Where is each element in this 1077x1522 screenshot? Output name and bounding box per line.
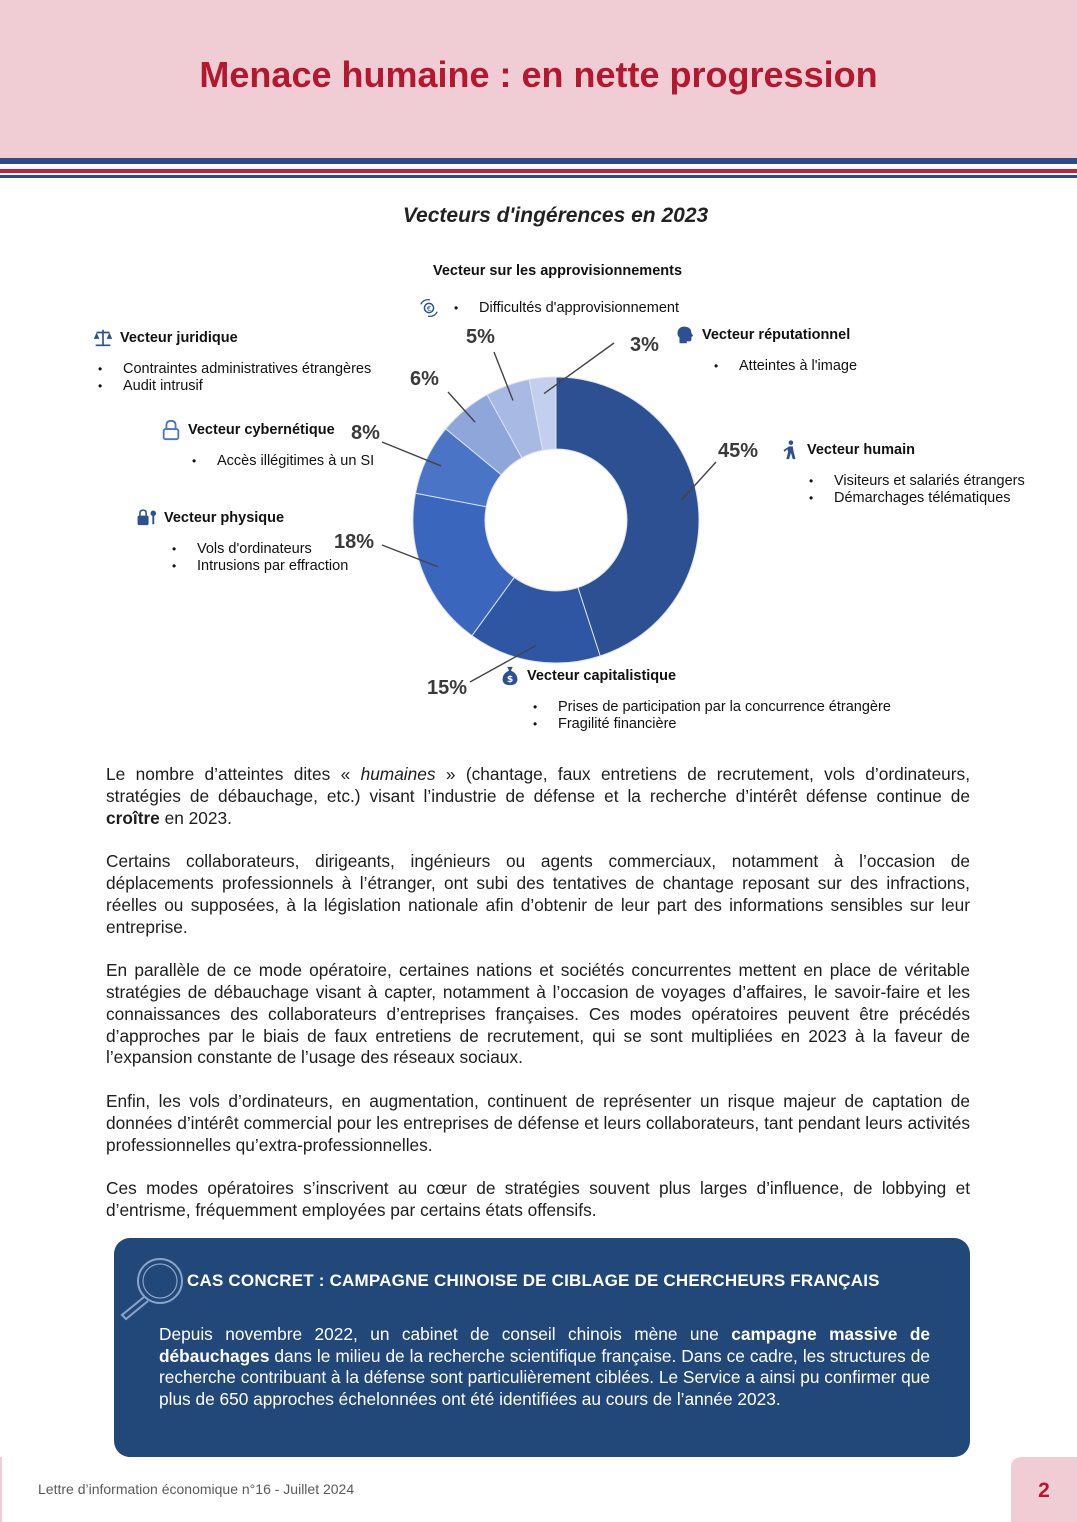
svg-text:$: $ [506, 673, 514, 685]
footer-publication: Lettre d’information économique n°16 - Juillet 2024 [38, 1481, 355, 1497]
slice-label-approvisionnements: 5% [466, 326, 495, 348]
vector-humain-title: Vecteur humain [807, 442, 915, 458]
header-stripe-red [0, 169, 1077, 173]
list-item: • Intrusions par effraction [172, 558, 348, 575]
list-item: • Vols d'ordinateurs [172, 541, 348, 558]
vector-capitalistique-title: Vecteur capitalistique [527, 668, 677, 684]
emphasis-campagne: campagne massive de débauchages [159, 1324, 930, 1366]
case-study-text: Depuis novembre 2022, un cabinet de conseil chinois mène une campagne massive de débauchages dans le milieu de la recherche scientifique française. Dans ce cadre, les structures de recherche contribuant à la défense sont particulièrement ciblées. Le Service a ainsi pu confirmer que plus de 650 approches échelonnées ont été identifiées au cours de l’année 2023. [159, 1324, 930, 1409]
vector-capitalistique [499, 665, 891, 733]
slice-label-reputationnel: 3% [630, 334, 659, 356]
vector-physique [136, 507, 348, 575]
slice-label-capitalistique: 15% [427, 677, 468, 699]
slice-label-physique: 18% [334, 531, 375, 553]
magnifier-icon [116, 1253, 186, 1323]
slice-label-juridique: 6% [410, 368, 439, 390]
vector-approvisionnements-list [418, 297, 679, 319]
list-item: • Atteintes à l'image [714, 358, 857, 375]
vector-humain [779, 439, 1025, 507]
padlock-icon [160, 419, 182, 441]
page-title: Menace humaine : en nette progression [199, 54, 878, 95]
vector-reputationnel [674, 324, 857, 375]
body-paragraph-5: Ces modes opératoires s’inscrivent au cœur de stratégies souvent plus larges d’influence, de lobbying et d’entrisme, fréquemment employées par certains états offensifs. [106, 1178, 970, 1220]
list-item: • Prises de participation par la concurrence étrangère [533, 699, 891, 716]
list-item: • Accès illégitimes à un SI [192, 453, 374, 470]
emphasis-humaines: humaines [360, 764, 436, 784]
list-item: • Visiteurs et salariés étrangers [809, 473, 1025, 490]
body-text [106, 764, 970, 1244]
list-item: • Difficultés d'approvisionnement [454, 300, 679, 317]
header-stripe-blue [0, 158, 1077, 164]
lock-key-icon [136, 507, 158, 529]
svg-text:€: € [426, 304, 432, 314]
header-stripe-blue-2 [0, 175, 1077, 178]
chart-title: Vecteurs d'ingérences en 2023 [402, 204, 709, 227]
vector-approvisionnements-title: Vecteur sur les approvisionnements [433, 263, 683, 279]
body-paragraph-2: Certains collaborateurs, dirigeants, ingénieurs ou agents commerciaux, notamment à l’occasion de déplacements professionnels à l’étranger, ont subi des tentatives de chantage reposant sur des infractions, réelles ou supposées, à la législation nationale afin d’obtenir de leur part des informations sensibles sur leur entreprise. [106, 851, 970, 937]
money-bag-icon [499, 665, 521, 687]
page-number-box [1011, 1457, 1077, 1522]
list-item: • Démarchages télématiques [809, 490, 1025, 507]
list-item: • Audit intrusif [98, 378, 371, 395]
vector-approvisionnements [433, 263, 682, 279]
list-item: • Fragilité financière [533, 716, 891, 733]
footer-rule [0, 1457, 2, 1522]
donut-slices [413, 377, 699, 663]
scales-icon [92, 327, 114, 349]
vector-cybernetique-title: Vecteur cybernétique [188, 422, 335, 438]
case-study-box [114, 1238, 970, 1457]
vector-juridique-title: Vecteur juridique [120, 330, 238, 346]
body-paragraph-3: En parallèle de ce mode opératoire, certaines nations et sociétés concurrentes mettent en place de véritable stratégies de débauchage visant à capter, notamment à l’occasion de voyages d’affaires, le savoir-faire et les connaissances des collaborateurs d’entreprises françaises. Ces modes opératoires peuvent être précédés d’approches par le biais de faux entretiens de recrutement, qui se sont multipliées en 2023 à la faveur de l’expansion constante de l’usage des réseaux sociaux. [106, 960, 970, 1068]
head-profile-icon [674, 324, 696, 346]
page-number: 2 [1038, 1479, 1050, 1502]
body-paragraph-1: Le nombre d’atteintes dites « humaines » (chantage, faux entretiens de recrutement, vols d’ordinateurs, stratégies de débauchage, etc.) visant l’industrie de défense et la recherche d’intérêt défense continue de croître en 2023. [106, 764, 970, 828]
money-exchange-icon [418, 297, 440, 319]
case-study-title: CAS CONCRET : CAMPAGNE CHINOISE DE CIBLAGE DE CHERCHEURS FRANÇAIS [187, 1271, 880, 1290]
slice-label-cybernetique: 8% [351, 422, 380, 444]
slice-label-humain: 45% [718, 440, 759, 462]
vector-physique-title: Vecteur physique [164, 510, 285, 526]
vector-juridique [92, 327, 371, 395]
vector-cybernetique [160, 419, 374, 470]
vector-reputationnel-title: Vecteur réputationnel [702, 327, 851, 343]
page-header [0, 0, 1077, 158]
emphasis-croitre: croître [106, 807, 160, 828]
walking-person-icon [779, 439, 801, 461]
list-item: • Contraintes administratives étrangères [98, 361, 371, 378]
body-paragraph-4: Enfin, les vols d’ordinateurs, en augmentation, continuent de représenter un risque majeur de captation de données d’intérêt commercial pour les entreprises de défense et leurs collaborateurs, tant pendant leurs activités professionnelles qu’extra-professionnelles. [106, 1090, 970, 1155]
